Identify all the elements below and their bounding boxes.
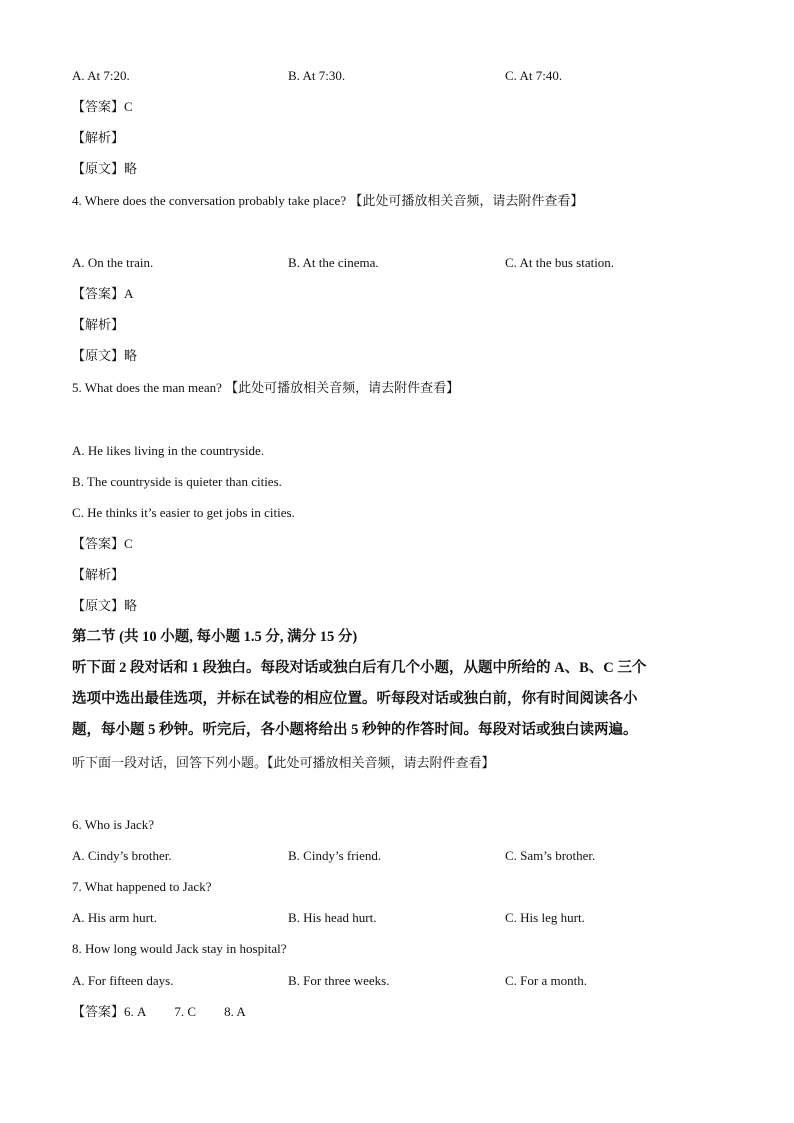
q8-question: 8. How long would Jack stay in hospital?: [72, 941, 287, 956]
q5-option-c: C. He thinks it’s easier to get jobs in cities.: [72, 505, 295, 520]
q3-option-c: C. At 7:40.: [505, 68, 563, 83]
q3-answer: C: [124, 99, 133, 114]
answer-6: 6. A: [124, 1004, 147, 1019]
answer-tag: 【答案】: [72, 1004, 125, 1019]
q4-answer: A: [124, 286, 134, 301]
q4-option-a: A. On the train.: [72, 255, 154, 270]
listen-prompt: 听下面一段对话，回答下列小题。【此处可播放相关音频，请去附件查看】: [72, 755, 495, 770]
q7-option-c: C. His leg hurt.: [505, 910, 585, 925]
q7-option-b: B. His head hurt.: [288, 910, 377, 925]
q4-answer-row: [72, 285, 133, 303]
q5-option-b: B. The countryside is quieter than cities.: [72, 474, 282, 489]
q5-analysis: 【解析】: [72, 567, 125, 582]
answers-6-8-row: [72, 1003, 246, 1021]
section-instructions-line-2: 选项中选出最佳选项，并标在试卷的相应位置。听每段对话或独白前，你有时间阅读各小: [72, 691, 638, 707]
q4-original: 【原文】略: [72, 348, 138, 363]
q4-analysis: 【解析】: [72, 317, 125, 332]
q3-option-b: B. At 7:30.: [288, 68, 346, 83]
answer-7: 7. C: [174, 1004, 197, 1019]
q7-question: 7. What happened to Jack?: [72, 879, 212, 894]
q5-option-a: A. He likes living in the countryside.: [72, 443, 265, 458]
answer-tag: 【答案】: [72, 286, 125, 301]
q3-original: 【原文】略: [72, 161, 138, 176]
q8-option-b: B. For three weeks.: [288, 973, 390, 988]
q4-option-c: C. At the bus station.: [505, 255, 615, 270]
q3-analysis: 【解析】: [72, 130, 125, 145]
q6-question: 6. Who is Jack?: [72, 817, 155, 832]
q5-answer-row: [72, 535, 133, 553]
q6-option-c: C. Sam’s brother.: [505, 848, 596, 863]
section-heading: 第二节 (共 10 小题, 每小题 1.5 分, 满分 15 分): [72, 629, 358, 645]
answer-8: 8. A: [224, 1004, 246, 1019]
answer-tag: 【答案】: [72, 536, 125, 551]
q8-option-c: C. For a month.: [505, 973, 587, 988]
q5-question: 5. What does the man mean? 【此处可播放相关音频，请去附件查看】: [72, 380, 460, 395]
q3-answer-row: [72, 98, 133, 116]
q4-option-b: B. At the cinema.: [288, 255, 379, 270]
q3-option-a: A. At 7:20.: [72, 68, 130, 83]
q5-original: 【原文】略: [72, 598, 138, 613]
q8-option-a: A. For fifteen days.: [72, 973, 174, 988]
q6-option-b: B. Cindy’s friend.: [288, 848, 382, 863]
q6-option-a: A. Cindy’s brother.: [72, 848, 172, 863]
section-instructions-line-3: 题，每小题 5 秒钟。听完后，各小题将给出 5 秒钟的作答时间。每段对话或独白读两遍。: [72, 722, 638, 738]
q4-question: 4. Where does the conversation probably take place? 【此处可播放相关音频，请去附件查看】: [72, 193, 584, 208]
section-instructions-line-1: 听下面 2 段对话和 1 段独白。每段对话或独白后有几个小题，从题中所给的 A、B、C 三个: [72, 660, 647, 676]
q5-answer: C: [124, 536, 133, 551]
answer-tag: 【答案】: [72, 99, 125, 114]
q7-option-a: A. His arm hurt.: [72, 910, 157, 925]
